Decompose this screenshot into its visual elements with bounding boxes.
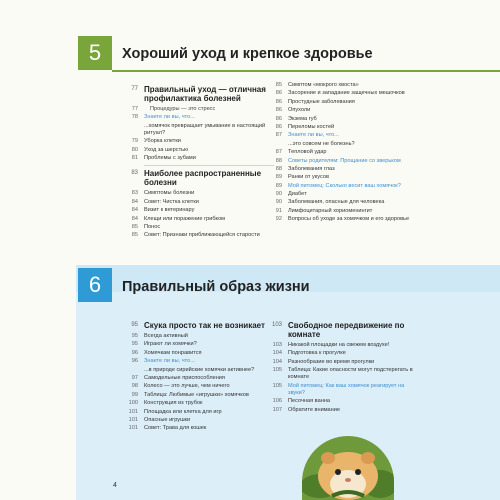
toc-entry — [268, 359, 416, 366]
toc-page-number: 104 — [272, 358, 282, 365]
toc-entry — [124, 123, 274, 137]
toc-entry-title: Наиболее распространенные болезни — [144, 169, 262, 188]
toc-entry-title: Советы родителям: Прощание со зверьком — [288, 157, 401, 164]
toc-entry — [124, 224, 274, 231]
toc-entry-title: ...в природе сирийские хомячки активнее? — [144, 366, 255, 373]
toc-entry-title: Правильный уход — отличная профилактика болезней — [144, 85, 266, 103]
toc-entry — [268, 82, 413, 89]
toc-page-number: 79 — [131, 138, 138, 145]
toc-entry — [124, 425, 274, 432]
toc-entry-title: Мой питомец: Сколько весит ваш хомячок? — [288, 182, 401, 189]
toc-page-number: 83 — [131, 170, 138, 177]
toc-page-number: 84 — [131, 198, 138, 205]
section-5-right-column — [268, 82, 413, 225]
toc-page-number: 96 — [131, 358, 138, 365]
toc-page-number: 90 — [275, 191, 282, 198]
toc-entry-title: Клещи или поражение грибком — [144, 215, 226, 222]
toc-page-number: 95 — [131, 333, 138, 339]
toc-entry-title: Процедуры — это стресс — [150, 106, 216, 112]
toc-entry — [124, 383, 274, 390]
toc-entry — [268, 132, 413, 139]
toc-entry — [124, 358, 274, 365]
toc-page-number: 86 — [275, 90, 282, 97]
toc-entry-title: Хомячкам понравится — [144, 349, 202, 356]
toc-page-number: 97 — [131, 374, 138, 381]
section-5-rule — [112, 70, 500, 72]
toc-entry — [124, 392, 274, 399]
toc-entry — [124, 232, 274, 239]
section-6-title: Правильный образ жизни — [122, 279, 310, 295]
toc-page-number: 107 — [272, 406, 282, 413]
toc-entry-title: Песочная ванна — [288, 398, 330, 405]
toc-page-number: 78 — [131, 114, 138, 121]
toc-page-number: 100 — [128, 400, 138, 407]
toc-entry — [268, 174, 413, 181]
toc-entry-title: Совет: Чистка клетки — [144, 198, 199, 205]
toc-entry-title: Таблица: Какие опасности могут подстерегать в комнате — [288, 367, 413, 381]
section-6-number: 6 — [78, 268, 112, 302]
toc-page-number: 80 — [131, 146, 138, 153]
toc-page-number: 86 — [275, 98, 282, 105]
toc-entry — [268, 116, 413, 123]
toc-entry-title: Совет: Трава для кошек — [144, 425, 207, 432]
toc-entry-title: Визит к ветеринару — [144, 207, 195, 214]
toc-entry — [268, 407, 416, 414]
toc-page-number: 85 — [131, 223, 138, 230]
toc-page-number: 98 — [131, 383, 138, 390]
toc-entry — [268, 124, 413, 131]
toc-entry — [268, 158, 413, 165]
toc-entry-title: Симптомы болезни — [144, 190, 195, 197]
toc-page-number: 105 — [272, 382, 282, 389]
toc-entry — [124, 350, 274, 357]
toc-entry-title: Играют ли хомячки? — [144, 341, 197, 348]
toc-entry — [124, 199, 274, 206]
toc-entry — [124, 409, 274, 416]
toc-page-number: 95 — [131, 341, 138, 348]
toc-entry-title: Симптом «мокрого хвоста» — [288, 82, 359, 88]
toc-page-number — [124, 367, 138, 374]
toc-entry — [124, 417, 274, 424]
toc-page-number: 96 — [131, 349, 138, 356]
toc-entry — [268, 191, 413, 198]
toc-entry — [124, 114, 274, 121]
toc-chapter-heading — [124, 321, 274, 330]
toc-entry — [268, 199, 413, 206]
section-5-title: Хороший уход и крепкое здоровье — [122, 46, 373, 62]
toc-entry — [268, 141, 413, 148]
toc-entry — [124, 367, 274, 374]
toc-entry — [124, 147, 274, 154]
toc-entry — [268, 166, 413, 173]
toc-entry — [268, 99, 413, 106]
toc-entry — [124, 400, 274, 407]
toc-page-number: 101 — [128, 408, 138, 415]
toc-entry — [268, 342, 416, 349]
toc-entry-title: Знаете ли вы, что... — [288, 132, 339, 139]
toc-entry — [124, 333, 274, 340]
toc-entry — [268, 398, 416, 405]
toc-entry — [268, 90, 413, 97]
section-6-right-column — [268, 318, 416, 415]
toc-entry-title: Переломы костей — [288, 123, 335, 130]
toc-page-number: 87 — [275, 149, 282, 156]
toc-entry-title: Свободное передвижение по комнате — [288, 321, 405, 339]
toc-page-number: 88 — [275, 157, 282, 164]
toc-entry — [268, 383, 416, 397]
toc-entry-title: Знаете ли вы, что... — [144, 114, 195, 121]
toc-page-number: 91 — [275, 207, 282, 214]
toc-entry-title: Вопросы об уходе за хомячком и его здоровье — [288, 216, 410, 223]
toc-page-number: 89 — [275, 182, 282, 189]
toc-entry-title: Знаете ли вы, что... — [144, 358, 195, 365]
toc-page-number: 77 — [131, 106, 138, 112]
toc-entry-title: Обратите внимание — [288, 406, 340, 413]
toc-entry — [268, 107, 413, 114]
toc-entry-title: Проблемы с зубами — [144, 155, 196, 162]
toc-entry-title: Уборка клетки — [144, 138, 181, 145]
toc-entry — [124, 155, 274, 162]
toc-entry-title: ...это совсем не болезнь? — [288, 140, 355, 147]
toc-page-number — [268, 141, 282, 148]
toc-entry-title: Площадка или клетка для игр — [144, 408, 222, 415]
toc-page-number — [124, 123, 138, 137]
toc-entry — [124, 207, 274, 214]
toc-page-number: 83 — [131, 190, 138, 197]
toc-entry-title: Разнообразие во время прогулки — [288, 358, 375, 365]
toc-entry — [268, 350, 416, 357]
toc-entry-title: Диабет — [288, 191, 307, 198]
section-6-left-column — [124, 318, 274, 434]
toc-page-number: 101 — [128, 425, 138, 432]
toc-page-number: 77 — [131, 86, 138, 92]
toc-entry — [124, 106, 274, 113]
toc-entry-title: Лимфоцитарный хориоменингит — [288, 207, 373, 214]
toc-entry-title: Таблица: Любимые «игрушки» хомячков — [144, 391, 249, 398]
section-5-left-column — [124, 82, 274, 241]
toc-page-number: 86 — [275, 123, 282, 130]
toc-page-number: 85 — [131, 232, 138, 239]
toc-chapter-heading — [124, 169, 274, 187]
toc-page-number: 92 — [275, 216, 282, 223]
toc-page-number: 90 — [275, 199, 282, 206]
toc-entry — [124, 341, 274, 348]
toc-entry-title: Скука просто так не возникает — [144, 321, 265, 330]
toc-entry-title: Всегда активный — [144, 333, 188, 339]
toc-entry-title: Мой питомец: Как ваш хомячок реагирует на звуки? — [288, 382, 405, 396]
toc-entry — [268, 216, 413, 223]
toc-entry-title: Уход за шерстью — [144, 146, 189, 153]
toc-entry-title: Тепловой удар — [288, 149, 327, 156]
section-5-number: 5 — [78, 36, 112, 70]
toc-entry-title: Экзема губ — [288, 115, 317, 122]
toc-page-number: 84 — [131, 207, 138, 214]
toc-entry — [124, 375, 274, 382]
toc-entry — [268, 149, 413, 156]
toc-page-number: 105 — [272, 367, 282, 374]
toc-page-number: 101 — [128, 416, 138, 423]
toc-page-number: 99 — [131, 391, 138, 398]
toc-page-number: 85 — [275, 82, 282, 88]
toc-entry-title: Простудные заболевания — [288, 98, 355, 105]
toc-page-number: 87 — [275, 132, 282, 139]
toc-entry — [268, 183, 413, 190]
toc-entry-title: Опасные игрушки — [144, 416, 191, 423]
toc-page-number: 89 — [275, 174, 282, 181]
toc-divider — [144, 165, 274, 166]
toc-entry-title: Заболевания глаз — [288, 165, 335, 172]
toc-entry-title: Опухоли — [288, 107, 311, 114]
toc-entry-title: Никакой площадки на свежем воздухе! — [288, 342, 390, 348]
toc-entry-title: Подготовка к прогулке — [288, 350, 346, 357]
toc-entry-title: Засорение и западание защечных мешочков — [288, 90, 405, 97]
toc-entry-title: Совет: Признаки приближающейся старости — [144, 232, 260, 239]
toc-entry — [124, 216, 274, 223]
toc-page-number: 81 — [131, 155, 138, 162]
page-number: 4 — [113, 482, 117, 489]
toc-entry-title: Конструкция из трубок — [144, 400, 203, 407]
toc-page-number: 86 — [275, 115, 282, 122]
toc-page-number: 106 — [272, 398, 282, 405]
toc-page-number: 104 — [272, 350, 282, 357]
toc-chapter-heading — [124, 85, 274, 103]
toc-page-number: 88 — [275, 165, 282, 172]
toc-page-number: 84 — [131, 215, 138, 222]
toc-entry — [268, 208, 413, 215]
toc-chapter-heading — [268, 321, 416, 339]
toc-entry-title: Самодельные приспособления — [144, 374, 225, 381]
toc-entry-title: Понос — [144, 223, 161, 230]
toc-entry-title: Ранки от укусов — [288, 174, 329, 181]
toc-entry — [268, 367, 416, 381]
toc-entry — [124, 138, 274, 145]
toc-page-number: 103 — [272, 342, 282, 348]
toc-entry-title: ...хомячок превращает умывание в настоящий ритуал? — [144, 122, 266, 136]
toc-page-number: 86 — [275, 107, 282, 114]
toc-entry-title: Заболевания, опасные для человека — [288, 199, 385, 206]
toc-entry — [124, 190, 274, 197]
toc-page-number: 103 — [271, 322, 282, 328]
toc-page-number: 95 — [131, 322, 138, 328]
toc-entry-title: Колесо — это лучше, чем ничего — [144, 383, 230, 390]
